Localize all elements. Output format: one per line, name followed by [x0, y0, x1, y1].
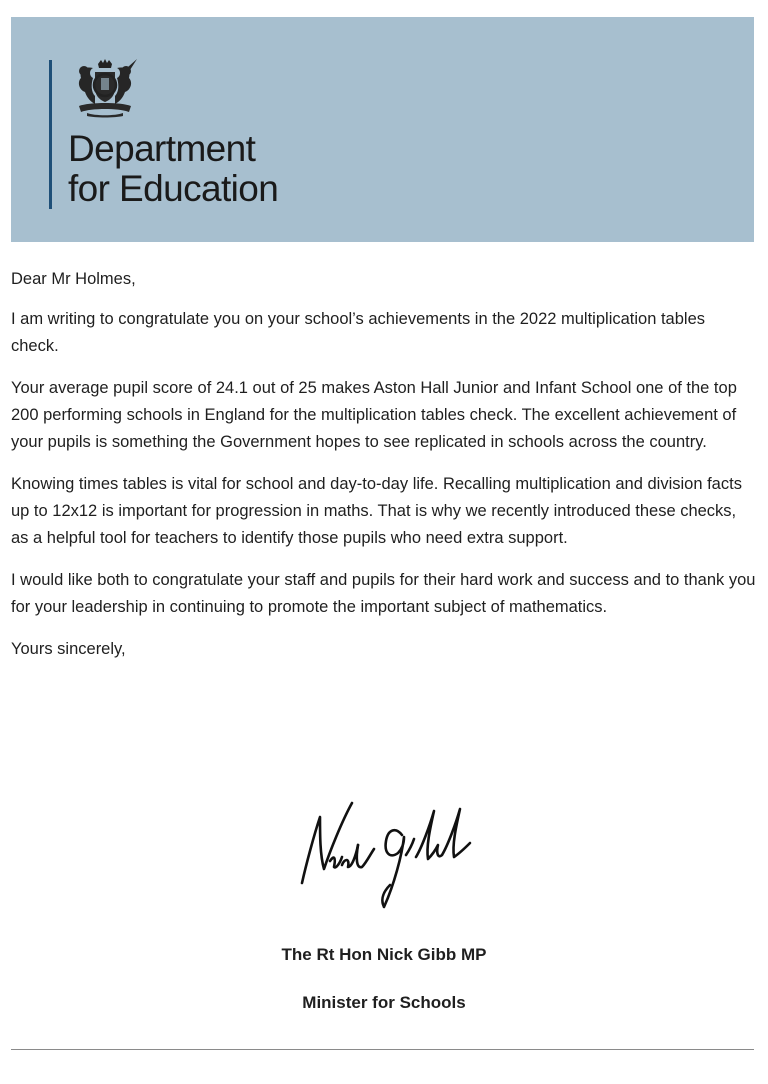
letter-body [11, 266, 756, 678]
org-name [68, 129, 278, 209]
paragraph: Knowing times tables is vital for school and day-to-day life. Recalling multiplication and division facts up to 12x12 is important for progression in maths. That is why we recently introduced these checks, as a helpful tool for teachers to identify those pupils who need extra support. [11, 475, 742, 547]
banner-rule [49, 60, 52, 209]
divider [11, 1049, 754, 1050]
paragraph: I am writing to congratulate you on your school’s achievements in the 2022 multiplication tables check. [11, 310, 705, 355]
header-banner [11, 17, 754, 242]
paragraph: Your average pupil score of 24.1 out of 25 makes Aston Hall Junior and Infant School one of the top 200 performing schools in England for the multiplication tables check. The excellent achievement of your pupils is something the Government hopes to see replicated in schools across the country. [11, 379, 737, 451]
org-name-line-2: for Education [68, 168, 279, 209]
royal-coat-of-arms-icon [65, 58, 145, 118]
salutation: Dear Mr Holmes, [11, 270, 136, 288]
org-name-line-1: Department [68, 128, 256, 169]
signatory-title: Minister for Schools [302, 993, 466, 1012]
closing: Yours sincerely, [11, 640, 126, 658]
handwritten-signature [290, 795, 490, 915]
paragraph: I would like both to congratulate your staff and pupils for their hard work and success and to thank you for your leadership in continuing to promote the important subject of mathematics. [11, 571, 756, 616]
signatory-name: The Rt Hon Nick Gibb MP [281, 945, 487, 964]
